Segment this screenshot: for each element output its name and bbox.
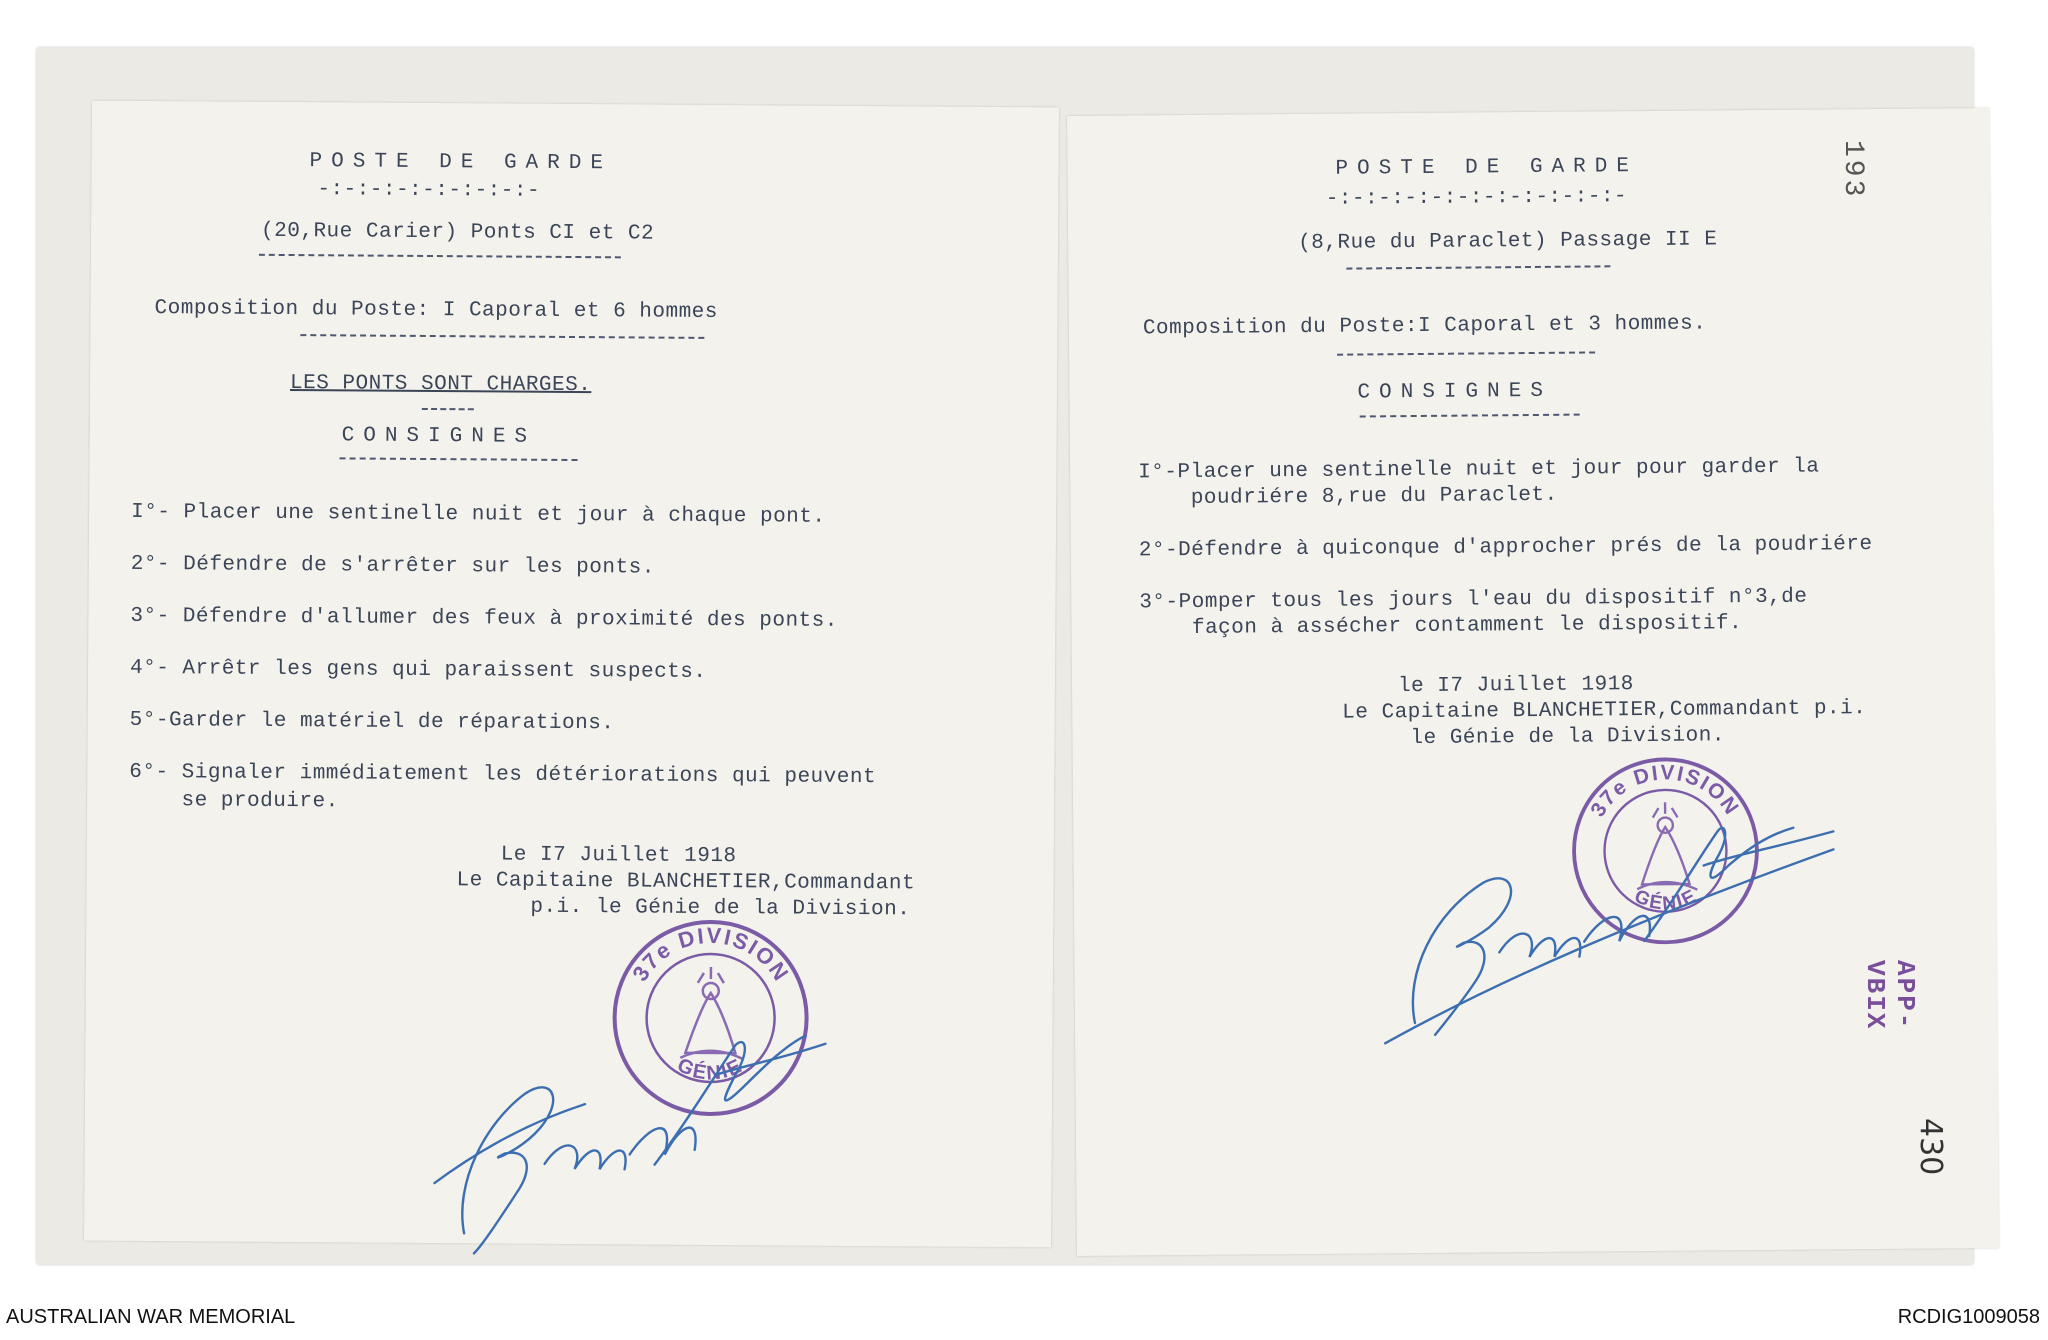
right-signature xyxy=(1373,809,1855,1058)
handwritten-number: 430 xyxy=(1913,1118,1948,1176)
left-warning-rule xyxy=(422,408,474,410)
footer-reference: RCDIG1009058 xyxy=(1897,1306,2040,1328)
right-item-1-cont: poudriére 8,rue du Paraclet. xyxy=(1138,483,1558,511)
left-item-2: 2°- Défendre de s'arrêter sur les ponts. xyxy=(130,552,655,580)
left-consignes: CONSIGNES xyxy=(341,424,537,449)
left-item-5: 5°-Garder le matériel de réparations. xyxy=(129,708,615,736)
svg-text:37e DIVISION: 37e DIVISION xyxy=(627,922,795,987)
left-signature xyxy=(414,1003,836,1271)
footer-institution: AUSTRALIAN WAR MEMORIAL xyxy=(6,1306,296,1328)
right-item-1: I°-Placer une sentinelle nuit et jour pour garder la xyxy=(1138,455,1820,485)
left-item-6: 6°- Signaler immédiatement les détériorations qui peuvent xyxy=(129,760,877,790)
right-item-3: 3°-Pomper tous les jours l'eau du dispositif n°3,de xyxy=(1139,585,1808,615)
right-date: le I7 Juillet 1918 xyxy=(1397,673,1634,699)
left-consignes-rule xyxy=(339,457,577,461)
right-composition: Composition du Poste:I Caporal et 3 hommes. xyxy=(1142,312,1707,341)
right-heading: POSTE DE GARDE xyxy=(1335,155,1639,181)
left-composition: Composition du Poste: I Caporal et 6 hommes xyxy=(154,297,718,325)
right-location-rule xyxy=(1346,265,1610,269)
right-item-3-cont: façon à assécher contamment le dispositif. xyxy=(1139,612,1743,641)
left-signatory-1: Le Capitaine BLANCHETIER,Commandant xyxy=(456,869,916,896)
left-heading-rule: -:-:-:-:-:-:-:-:- xyxy=(317,178,541,203)
left-document xyxy=(84,101,1059,1248)
left-warning: LES PONTS SONT CHARGES. xyxy=(289,372,592,398)
left-item-6-cont: se produire. xyxy=(129,788,339,814)
right-composition-rule xyxy=(1337,351,1595,355)
right-item-2: 2°-Défendre à quiconque d'approcher prés de la poudriére xyxy=(1138,533,1873,563)
left-signatory-2: p.i. le Génie de la Division. xyxy=(530,895,911,922)
left-location: (20,Rue Carier) Ponts CI et C2 xyxy=(261,219,655,246)
right-consignes-rule xyxy=(1360,414,1580,418)
right-heading-rule: -:-:-:-:-:-:-:-:-:-:-:- xyxy=(1325,185,1628,211)
right-consignes: CONSIGNES xyxy=(1357,379,1552,405)
svg-text:37e DIVISION: 37e DIVISION xyxy=(1586,761,1744,821)
left-composition-rule xyxy=(300,334,704,339)
right-location: (8,Rue du Paraclet) Passage II E xyxy=(1298,228,1718,256)
left-item-3: 3°- Défendre d'allumer des feux à proximité des ponts. xyxy=(130,604,838,633)
right-signatory-2: le Génie de la Division. xyxy=(1410,724,1726,751)
right-signatory-1: Le Capitaine BLANCHETIER,Commandant p.i. xyxy=(1342,697,1867,725)
page-number: 193 xyxy=(1837,140,1868,200)
left-item-1: I°- Placer une sentinelle nuit et jour à chaque pont. xyxy=(131,500,826,529)
left-heading: POSTE DE GARDE xyxy=(309,150,613,176)
left-item-4: 4°- Arrêtr les gens qui paraissent suspects. xyxy=(129,656,707,684)
app-stamp: APP-VBIX xyxy=(1860,960,1920,1031)
left-location-rule xyxy=(259,254,621,259)
svg-text:GÉNIE: GÉNIE xyxy=(673,1054,747,1085)
svg-text:GÉNIE: GÉNIE xyxy=(1631,885,1701,915)
left-date: Le I7 Juillet 1918 xyxy=(500,843,737,869)
